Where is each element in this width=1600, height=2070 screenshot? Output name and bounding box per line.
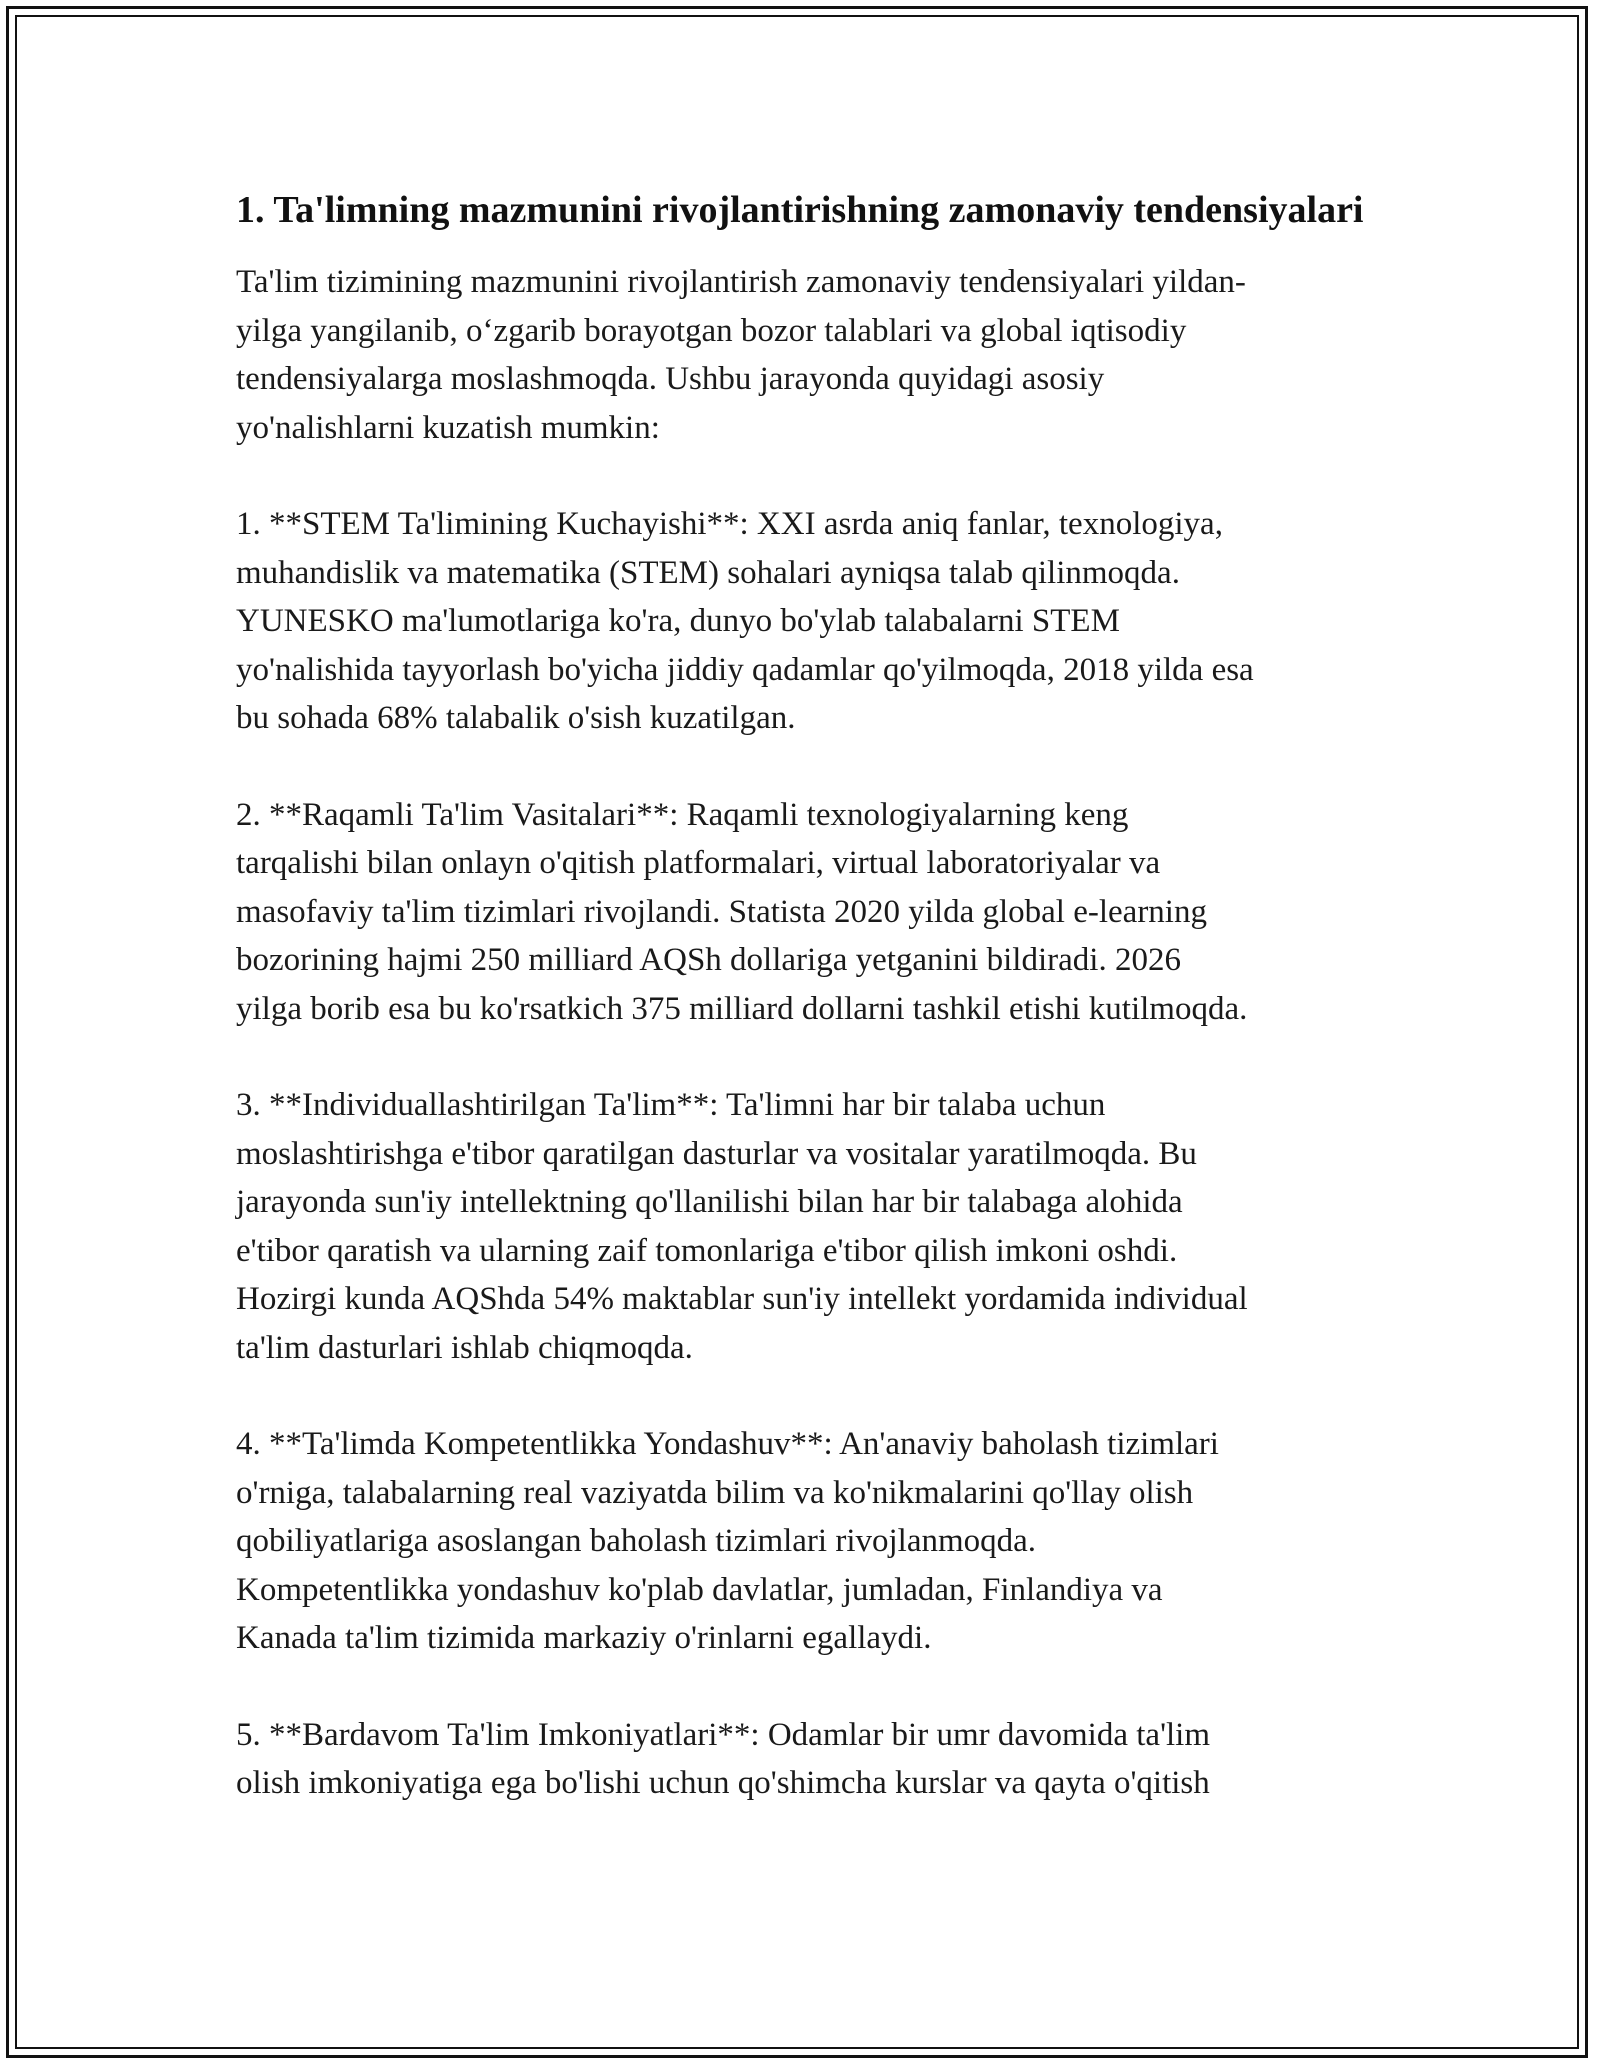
- text-line: e'tibor qaratish va ularning zaif tomonlariga e'tibor qilish imkoni oshdi.: [236, 1232, 1178, 1269]
- text-line: ta'lim dasturlari ishlab chiqmoqda.: [236, 1329, 693, 1366]
- text-line: o'rniga, talabalarning real vaziyatda bilim va ko'nikmalarini qo'llay olish: [236, 1474, 1194, 1511]
- text-line: Ta'lim tizimining mazmunini rivojlantirish zamonaviy tendensiyalari yildan-: [236, 264, 1246, 300]
- text-line: 2. **Raqamli Ta'lim Vasitalari**: Raqamli texnologiyalarning keng: [236, 796, 1129, 833]
- text-line: masofaviy ta'lim tizimlari rivojlandi. Statista 2020 yilda global e-learning: [236, 893, 1207, 930]
- list-item-individualized: [236, 1081, 1366, 1372]
- text-line: yo'nalishida tayyorlash bo'yicha jiddiy qadamlar qo'yilmoqda, 2018 yilda esa: [236, 651, 1254, 688]
- list-item-competency: [236, 1420, 1366, 1663]
- document-page: [236, 182, 1366, 1856]
- text-line: yo'nalishlarni kuzatish mumkin:: [236, 409, 660, 446]
- text-line: jarayonda sun'iy intellektning qo'llanilishi bilan har bir talabaga alohida: [236, 1184, 1183, 1220]
- text-line: 5. **Bardavom Ta'lim Imkoniyatlari**: Odamlar bir umr davomida ta'lim: [236, 1716, 1211, 1753]
- text-line: 4. **Ta'limda Kompetentlikka Yondashuv**: An'anaviy baholash tizimlari: [236, 1426, 1219, 1462]
- text-line: bozorining hajmi 250 milliard AQSh dollariga yetganini bildiradi. 2026: [236, 942, 1181, 978]
- text-line: qobiliyatlariga asoslangan baholash tizimlari rivojlanmoqda.: [236, 1523, 1037, 1559]
- text-line: Hozirgi kunda AQShda 54% maktablar sun'iy intellekt yordamida individual: [236, 1281, 1248, 1317]
- intro-paragraph: [236, 258, 1366, 452]
- text-line: Kanada ta'lim tizimida markaziy o'rinlarni egallaydi.: [236, 1620, 932, 1656]
- list-item-digital: [236, 791, 1366, 1034]
- text-line: 1. **STEM Ta'limining Kuchayishi**: XXI asrda aniq fanlar, texnologiya,: [236, 506, 1223, 542]
- text-line: moslashtirishga e'tibor qaratilgan dasturlar va vositalar yaratilmoqda. Bu: [236, 1135, 1197, 1172]
- text-line: olish imkoniyatiga ega bo'lishi uchun qo'shimcha kurslar va qayta o'qitish: [236, 1765, 1210, 1801]
- text-line: tarqalishi bilan onlayn o'qitish platformalari, virtual laboratoriyalar va: [236, 845, 1161, 881]
- document-title: 1. Ta'limning mazmunini rivojlantirishning zamonaviy tendensiyalari: [236, 189, 1364, 231]
- text-line: Kompetentlikka yondashuv ko'plab davlatlar, jumladan, Finlandiya va: [236, 1571, 1163, 1608]
- list-item-stem: [236, 500, 1366, 743]
- list-item-lifelong: [236, 1711, 1366, 1808]
- text-line: bu sohada 68% talabalik o'sish kuzatilgan.: [236, 700, 796, 736]
- text-line: tendensiyalarga moslashmoqda. Ushbu jarayonda quyidagi asosiy: [236, 361, 1105, 397]
- text-line: yilga borib esa bu ko'rsatkich 375 milliard dollarni tashkil etishi kutilmoqda.: [236, 990, 1248, 1027]
- text-line: muhandislik va matematika (STEM) sohalari ayniqsa talab qilinmoqda.: [236, 554, 1180, 591]
- text-line: YUNESKO ma'lumotlariga ko'ra, dunyo bo'ylab talabalarni STEM: [236, 603, 1120, 639]
- text-line: 3. **Individuallashtirilgan Ta'lim**: Ta'limni har bir talaba uchun: [236, 1087, 1106, 1123]
- text-line: yilga yangilanib, o‘zgarib borayotgan bozor talablari va global iqtisodiy: [236, 312, 1187, 349]
